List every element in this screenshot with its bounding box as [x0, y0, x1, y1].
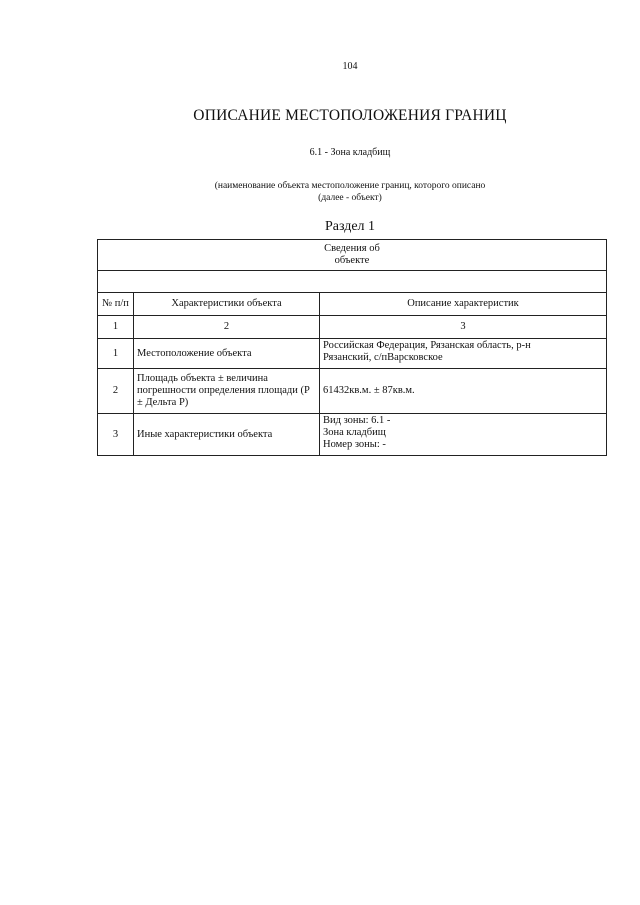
row-2-description-line1: 61432кв.м. ± 87кв.м. [323, 385, 415, 396]
object-caption-line1: (наименование объекта местоположение границ, которого описано [214, 181, 486, 191]
row-1-description-line2: Рязанский, с/пВарсковское [323, 352, 443, 363]
col-header-description: Описание характеристик [320, 293, 607, 316]
table-column-header-row [98, 293, 607, 316]
col-header-num: № п/п [98, 293, 134, 316]
row-3-description-line1: Вид зоны: 6.1 - [323, 415, 391, 426]
object-caption-line2: (далее - объект) [318, 193, 382, 203]
row-2-description [320, 369, 607, 414]
row-3-description-line2: Зона кладбищ [323, 427, 386, 438]
row-3-characteristic: Иные характеристики объекта [134, 414, 320, 456]
row-2-characteristic: Площадь объекта ± величина погрешности определения площади (P ± Дельта P) [134, 369, 320, 414]
table-row [98, 339, 607, 369]
row-3-num: 3 [98, 414, 134, 456]
zone-name: 6.1 - Зона кладбищ [309, 147, 391, 158]
table-header-line2: объекте [334, 255, 370, 266]
object-info-table [97, 239, 607, 456]
table-header-row [98, 240, 607, 271]
table-empty-row [98, 271, 607, 293]
table-row [98, 369, 607, 414]
row-1-characteristic: Местоположение объекта [134, 339, 320, 369]
section-title: Раздел 1 [324, 219, 376, 234]
page-number: 104 [342, 61, 358, 72]
col-index-3: 3 [320, 316, 607, 339]
row-1-num: 1 [98, 339, 134, 369]
row-3-description-line3: Номер зоны: - [323, 439, 386, 450]
row-1-description-line1: Российская Федерация, Рязанская область, р-н [323, 340, 531, 351]
table-row [98, 414, 607, 456]
table-index-row [98, 316, 607, 339]
col-index-1: 1 [98, 316, 134, 339]
table-header-line1: Сведения об [324, 243, 380, 254]
row-1-description [320, 339, 607, 369]
col-header-characteristic: Характеристики объекта [134, 293, 320, 316]
table-empty-cell [98, 271, 607, 293]
table-header-cell [98, 240, 607, 271]
row-2-num: 2 [98, 369, 134, 414]
row-3-description [320, 414, 607, 456]
col-index-2: 2 [134, 316, 320, 339]
object-caption [0, 180, 640, 204]
document-title: ОПИСАНИЕ МЕСТОПОЛОЖЕНИЯ ГРАНИЦ [193, 107, 507, 124]
